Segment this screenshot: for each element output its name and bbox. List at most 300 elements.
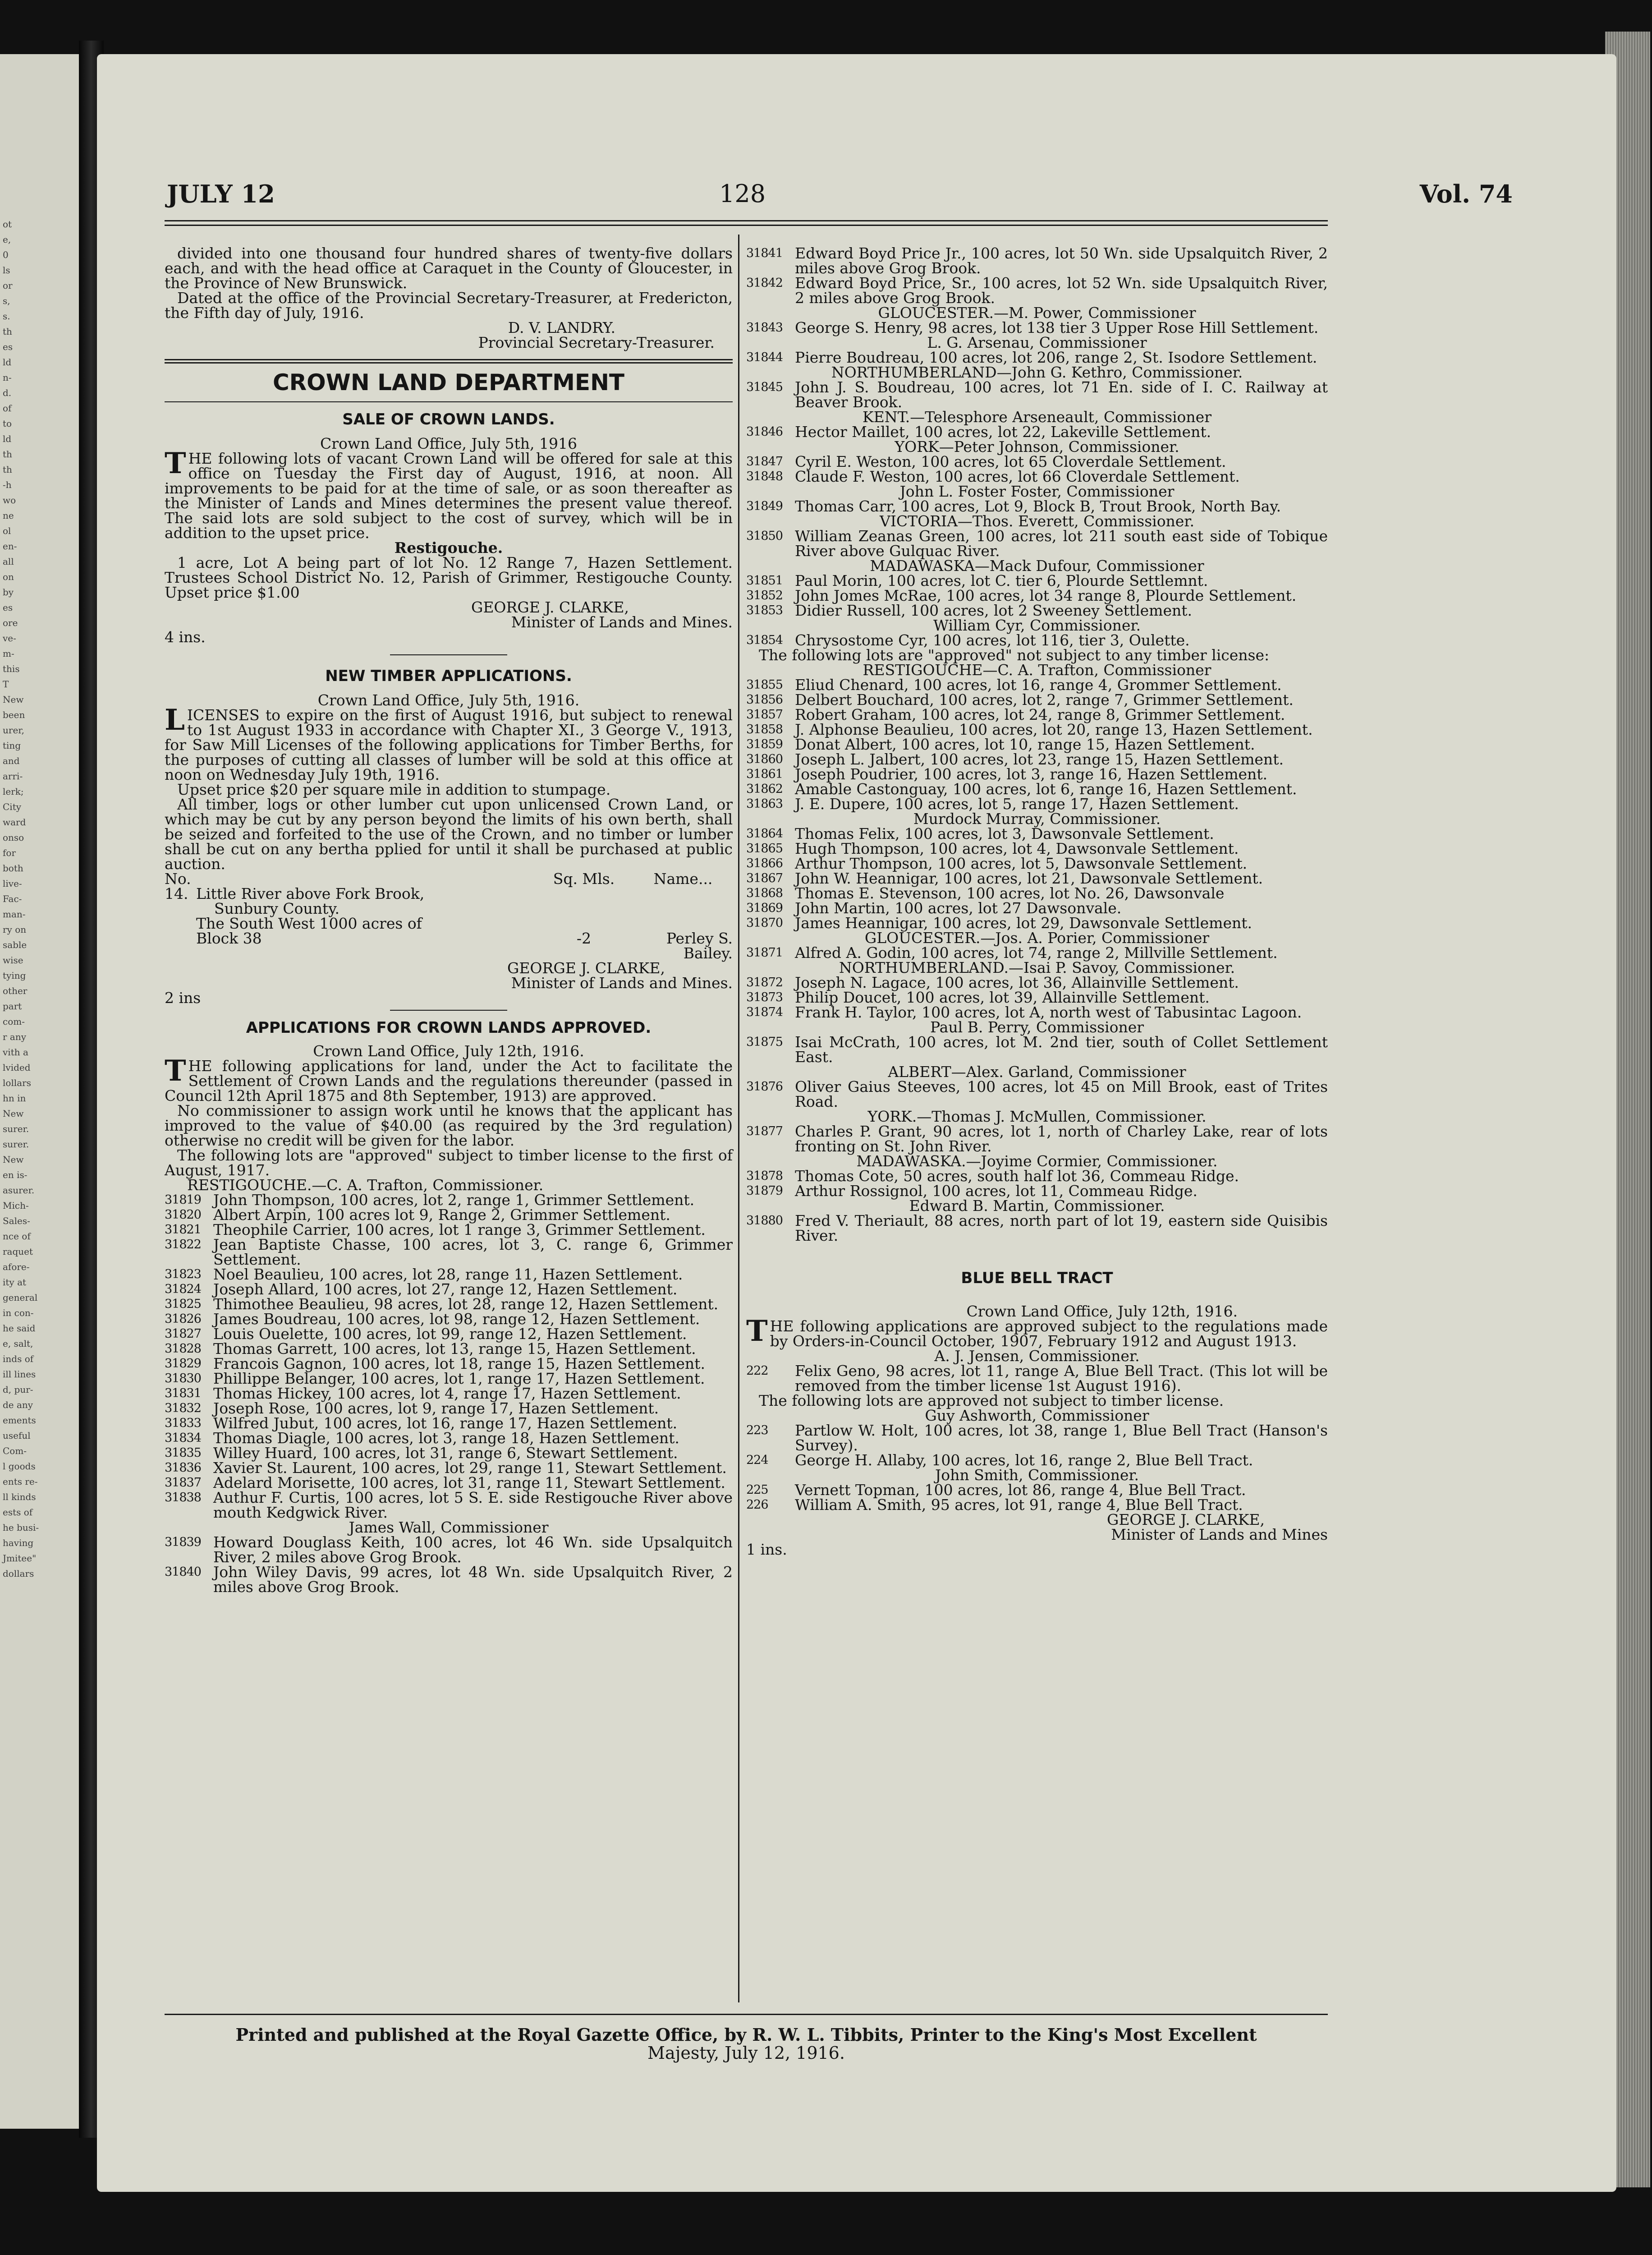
land-entry [746,707,1328,722]
fragment-line: Sales- [3,1215,30,1226]
fragment-line: ity at [3,1277,27,1288]
entry-text: Joseph N. Lagace, 100 acres, lot 36, Allainville Settlement. [795,974,1239,991]
entry-number: 31826 [165,1312,201,1326]
land-entry [746,990,1328,1005]
fragment-line: n- [3,372,12,383]
fragment-line: e, [3,234,11,245]
commissioner-heading: KENT.—Telesphore Arseneault, Commissioner [863,408,1211,426]
land-entry [746,916,1328,930]
land-entry [165,1356,733,1371]
fragment-line: part [3,1001,22,1012]
fragment-line: having [3,1537,34,1548]
fragment-line: by [3,587,14,598]
sale-county: Restigouche. [394,539,503,557]
land-entry [746,588,1328,603]
approved-body-2: No commissioner to assign work until he knows that the applicant has improved to the value of $40.00 (as required by the 3rd regulation) otherwise no credit will be given for the labor. [165,1102,733,1149]
blue-bell-body: THE following applications are approved subject to the regulations made by Orders-in-Council October, 1907, February 1912 and August 1913. [746,1314,1328,1350]
entry-text: Delbert Bouchard, 100 acres, lot 2, range 7, Grimmer Settlement. [795,691,1294,709]
entry-number: 31860 [746,752,783,766]
fragment-line: raquet [3,1246,33,1257]
commissioner-heading: VICTORIA—Thos. Everett, Commissioner. [880,512,1194,530]
entry-number: 31869 [746,901,783,915]
entry-number: 31843 [746,321,783,335]
fragment-line: New [3,1108,24,1119]
entry-number: 31877 [746,1124,783,1138]
entry-text: James Boudreau, 100 acres, lot 98, range 12, Hazen Settlement. [213,1310,700,1328]
land-entry [165,1326,733,1341]
fragment-line: New [3,694,24,705]
entry-number: 31821 [165,1223,201,1237]
fragment-line: ld [3,433,12,444]
entry-number: 31865 [746,842,783,856]
land-entry [746,633,1328,648]
fragment-line: this [3,663,20,674]
land-entry [746,454,1328,469]
land-entry [746,945,1328,960]
fragment-line: other [3,985,28,996]
fragment-line: live- [3,878,22,889]
entry-text: Thomas Hickey, 100 acres, lot 4, range 17, Hazen Settlement. [213,1385,681,1402]
entry-number: 31866 [746,856,783,870]
entry-number: 31825 [165,1297,201,1311]
signature-title: Minister of Lands and Mines. [511,974,733,992]
entry-number: 31836 [165,1461,201,1475]
footer-rule [165,2014,1328,2015]
land-entry [746,886,1328,901]
insertion-note: 2 ins [165,989,201,1007]
entry-text: J. E. Dupere, 100 acres, lot 5, range 17, Hazen Settlement. [795,795,1239,813]
land-entry [165,1565,733,1594]
entry-text: Didier Russell, 100 acres, lot 2 Sweeney Settlement. [795,602,1192,619]
land-entry [165,1312,733,1326]
fragment-line: all [3,556,14,567]
entry-number: 31872 [746,976,783,989]
fragment-line: ements [3,1415,36,1426]
entry-text: George H. Allaby, 100 acres, lot 16, range 2, Blue Bell Tract. [795,1451,1253,1469]
entry-number: 31874 [746,1005,783,1019]
land-entry [746,1213,1328,1243]
land-entry [165,1475,733,1490]
land-entry [746,529,1328,558]
commissioner-heading: MADAWASKA.—Joyime Cormier, Commissioner. [856,1152,1218,1170]
commissioner-heading: GLOUCESTER.—Jos. A. Porier, Commissioner [864,929,1210,947]
entry-text: Theophile Carrier, 100 acres, lot 1 range 3, Grimmer Settlement. [213,1221,706,1238]
entry-text: Amable Castonguay, 100 acres, lot 6, range 16, Hazen Settlement. [795,780,1297,798]
land-entry [746,1124,1328,1154]
entry-number: 31840 [165,1565,201,1579]
entry-number: 31861 [746,767,783,781]
entry-number: 222 [746,1364,768,1378]
land-entry [746,871,1328,886]
fragment-line: sable [3,939,27,950]
left-column [165,246,733,1594]
fragment-line: ward [3,817,26,828]
fragment-line: lerk; [3,786,24,797]
sale-lot: 1 acre, Lot A being part of lot No. 12 Range 7, Hazen Settlement. Trustees School District No. 12, Parish of Grimmer, Restigouche County. Upset price $1.00 [165,554,733,601]
commissioner-heading: A. J. Jensen, Commissioner. [934,1347,1140,1365]
commissioner-heading: John L. Foster Foster, Commissioner [899,483,1175,500]
signature-title: Provincial Secretary-Treasurer. [478,334,715,351]
entry-text: Thomas E. Stevenson, 100 acres, lot No. 26, Dawsonvale [795,884,1225,902]
land-entry [746,1169,1328,1183]
entry-text: Noel Beaulieu, 100 acres, lot 28, range 11, Hazen Settlement. [213,1266,683,1283]
approved-title: APPLICATIONS FOR CROWN LANDS APPROVED. [246,1019,652,1037]
insertion-note: 1 ins. [746,1541,787,1558]
land-entry [746,380,1328,410]
entry-text: Paul Morin, 100 acres, lot C. tier 6, Plourde Settlemnt. [795,572,1208,589]
entry-number: 31824 [165,1282,201,1296]
entry-number: 31879 [746,1184,783,1198]
entry-text: James Heannigar, 100 acres, lot 29, Dawsonvale Settlement. [795,914,1253,932]
adjacent-page-text [3,216,75,1581]
commissioner-heading: Guy Ashworth, Commissioner [925,1407,1149,1424]
fragment-line: urer, [3,725,24,736]
fragment-line: ot [3,219,12,230]
short-rule [390,654,507,655]
land-entry [746,722,1328,737]
entry-text: Partlow W. Holt, 100 acres, lot 38, range 1, Blue Bell Tract (Hanson's Survey). [795,1422,1328,1454]
fragment-line: th [3,326,12,337]
timber-table [165,871,733,961]
volume-number: Vol. 74 [1419,179,1513,208]
fragment-line: man- [3,909,26,920]
entry-text: Alfred A. Godin, 100 acres, lot 74, range 2, Millville Settlement. [795,944,1278,962]
entry-number: 31880 [746,1214,783,1228]
land-entry [746,1363,1328,1393]
fragment-line: e, salt, [3,1338,33,1349]
land-entry [746,1453,1328,1468]
timber-title: NEW TIMBER APPLICATIONS. [325,667,572,685]
fragment-line: r any [3,1031,27,1042]
fragment-line: es [3,341,13,352]
land-entry [165,1535,733,1565]
fragment-line: s. [3,311,10,322]
entry-text: Fred V. Theriault, 88 acres, north part of lot 19, eastern side Quisibis River. [795,1212,1328,1244]
entry-number: 31833 [165,1416,201,1430]
entry-text: Hugh Thompson, 100 acres, lot 4, Dawsonvale Settlement. [795,840,1239,857]
entry-text: Oliver Gaius Steeves, 100 acres, lot 45 on Mill Brook, east of Trites Road. [795,1078,1328,1110]
land-entry [165,1267,733,1282]
fragment-line: th [3,464,12,475]
entry-number: 31831 [165,1386,201,1400]
blue-bell-title: BLUE BELL TRACT [961,1269,1113,1287]
entry-number: 31838 [165,1491,201,1505]
section-rule-2 [165,362,733,364]
land-entry [165,1371,733,1386]
commissioner-heading: Edward B. Martin, Commissioner. [909,1197,1165,1215]
entry-text: Claude F. Weston, 100 acres, lot 66 Cloverdale Settlement. [795,468,1240,485]
signature-name: GEORGE J. CLARKE, [1106,1511,1265,1528]
entry-number: 31823 [165,1267,201,1281]
fragment-line: ve- [3,633,16,644]
fragment-line: to [3,418,12,429]
fragment-line: and [3,755,20,766]
fragment-line: ll kinds [3,1491,36,1502]
entry-text: Louis Ouelette, 100 acres, lot 99, range 12, Hazen Settlement. [213,1325,687,1343]
entry-number: 31855 [746,678,783,692]
fragment-line: afore- [3,1261,30,1272]
entry-number: 31842 [746,276,783,290]
title-rule [165,401,733,402]
gazette-page [97,54,1616,2192]
section-rule [165,359,733,360]
entry-text: John Jomes McRae, 100 acres, lot 34 range 8, Plourde Settlement. [795,587,1297,604]
entry-number: 224 [746,1453,768,1467]
land-entry [746,276,1328,305]
entry-number: 226 [746,1498,768,1512]
land-entry [746,424,1328,439]
entry-text: Willey Huard, 100 acres, lot 31, range 6, Stewart Settlement. [213,1444,678,1462]
commissioner-heading: MADAWASKA—Mack Dufour, Commissioner [870,557,1204,575]
header-rule-2 [165,225,1328,226]
land-entry [746,752,1328,767]
entry-number: 223 [746,1423,768,1437]
fragment-line: asurer. [3,1185,35,1196]
entry-text: Arthur Rossignol, 100 acres, lot 11, Commeau Ridge. [795,1182,1198,1200]
entry-text: Vernett Topman, 100 acres, lot 86, range 4, Blue Bell Tract. [795,1481,1246,1499]
entry-number: 31876 [746,1080,783,1094]
land-entry [165,1445,733,1460]
entry-number: 31837 [165,1476,201,1490]
entry-text: William A. Smith, 95 acres, lot 91, range 4, Blue Bell Tract. [795,1496,1243,1514]
entry-number: 31867 [746,871,783,885]
entry-text: Philip Doucet, 100 acres, lot 39, Allainville Settlement. [795,989,1210,1006]
entry-text: Chrysostome Cyr, 100 acres, lot 116, tier 3, Oulette. [795,631,1190,649]
entry-text: Frank H. Taylor, 100 acres, lot A, north west of Tabusintac Lagoon. [795,1003,1302,1021]
fragment-line: d, pur- [3,1384,33,1395]
fragment-line: general [3,1292,38,1303]
signature-name: GEORGE J. CLARKE, [507,959,665,977]
fragment-line: en is- [3,1169,28,1180]
entry-number: 31854 [746,633,783,647]
land-entry [746,246,1328,276]
entry-number: 31856 [746,693,783,707]
imprint-line-2: Majesty, July 12, 1916. [647,2043,845,2063]
fragment-line: en- [3,541,17,552]
timber-desc-2: Sunbury County. [214,900,340,917]
entry-number: 31822 [165,1238,201,1252]
fragment-line: tying [3,970,26,981]
fragment-line: ting [3,740,21,751]
fragment-line: ents re- [3,1476,38,1487]
sale-body: THE following lots of vacant Crown Land will be offered for sale at this office on Tuesday the First day of August, 1916, at noon. All improvements to be paid for at the time of sale, or as soon thereafter as the Minister of Lands and Mines determines the present value thereof. The said lots are sold subject to the cost of survey, which will be in addition to the upset price. [165,446,733,542]
fragment-line: l goods [3,1461,36,1472]
entry-number: 31828 [165,1342,201,1356]
entry-text: Joseph Poudrier, 100 acres, lot 3, range 16, Hazen Settlement. [795,765,1268,783]
land-entry [746,826,1328,841]
timber-desc-1: Little River above Fork Brook, [196,885,425,902]
right-column [746,246,1328,1557]
fragment-line: onso [3,832,24,843]
entry-number: 31857 [746,708,783,722]
entry-number: 31875 [746,1035,783,1049]
land-entry [746,350,1328,365]
fragment-line: inds of [3,1353,34,1364]
entry-text: William Zeanas Green, 100 acres, lot 211 south east side of Tobique River above Gulquac River. [795,527,1328,560]
notice-paragraph: The following lots are approved not subject to timber license. [759,1392,1224,1409]
entry-text: Xavier St. Laurent, 100 acres, lot 29, range 11, Stewart Settlement. [213,1459,727,1477]
fragment-line: wise [3,955,23,966]
printer-imprint [165,2026,1328,2062]
commissioner-heading: Murdock Murray, Commissioner. [913,810,1161,828]
commissioner-heading: YORK—Peter Johnson, Commissioner. [895,438,1179,456]
entry-text: Howard Douglass Keith, 100 acres, lot 46 Wn. side Upsalquitch River, 2 miles above Grog Brook. [213,1533,733,1566]
entry-text: Francois Gagnon, 100 acres, lot 18, range 15, Hazen Settlement. [213,1355,705,1372]
fragment-line: ill lines [3,1369,36,1380]
entry-text: Joseph Rose, 100 acres, lot 9, range 17, Hazen Settlement. [213,1399,659,1417]
right-entry-list [746,246,1328,1243]
commissioner-heading: NORTHUMBERLAND—John G. Kethro, Commissioner. [831,364,1243,381]
fragment-line: New [3,1154,24,1165]
fragment-line: de any [3,1399,33,1410]
blue-bell-entry-list [746,1348,1328,1512]
fragment-line: or [3,280,13,291]
entry-text: Jean Baptiste Chasse, 100 acres, lot 3, C. range 6, Grimmer Settlement. [213,1236,733,1268]
land-entry [746,677,1328,692]
entry-number: 31839 [165,1535,201,1549]
col-no: No. [165,870,191,888]
fragment-line: 0 [3,249,9,260]
fragment-line: ests of [3,1507,33,1518]
entry-number: 31830 [165,1371,201,1385]
land-entry [746,573,1328,588]
land-entry [746,796,1328,811]
notice-paragraph: The following lots are "approved" not subject to any timber license: [759,646,1270,664]
entry-number: 31844 [746,350,783,364]
entry-text: Pierre Boudreau, 100 acres, lot 206, range 2, St. Isodore Settlement. [795,349,1317,366]
fragment-line: ne [3,510,14,521]
entry-number: 31863 [746,797,783,811]
entry-text: Phillippe Belanger, 100 acres, lot 1, range 17, Hazen Settlement. [213,1370,705,1387]
entry-number: 31851 [746,574,783,588]
sale-title: SALE OF CROWN LANDS. [342,410,555,428]
land-entry [165,1431,733,1445]
approved-dateline: Crown Land Office, July 12th, 1916. [313,1042,584,1060]
entry-text: Thomas Felix, 100 acres, lot 3, Dawsonvale Settlement. [795,825,1214,842]
fragment-line: he busi- [3,1522,39,1533]
entry-text: George S. Henry, 98 acres, lot 138 tier 3 Upper Rose Hill Settlement. [795,319,1319,336]
entry-number: 31878 [746,1169,783,1183]
entry-text: Thomas Diagle, 100 acres, lot 3, range 18, Hazen Settlement. [213,1429,679,1447]
approved-body-3: The following lots are "approved" subject to timber license to the first of August, 1917. [165,1146,733,1179]
entry-text: Joseph Allard, 100 acres, lot 27, range 12, Hazen Settlement. [213,1280,678,1298]
land-entry [746,1183,1328,1198]
land-entry [165,1401,733,1416]
adjacent-page-fragment [0,54,79,2129]
entry-number: 31868 [746,886,783,900]
entry-text: Charles P. Grant, 90 acres, lot 1, north of Charley Lake, rear of lots fronting on St. John River. [795,1123,1328,1155]
land-entry [746,1423,1328,1453]
col-name: Name... [653,870,713,888]
fragment-line: wo [3,495,16,506]
fragment-line: com- [3,1016,25,1027]
commissioner-heading: Paul B. Perry, Commissioner [930,1018,1144,1036]
fragment-line: dollars [3,1568,34,1579]
commissioner-heading: GLOUCESTER.—M. Power, Commissioner [878,304,1196,322]
land-entry [165,1297,733,1312]
entry-number: 31848 [746,469,783,483]
fragment-line: m- [3,648,14,659]
signature-title: Minister of Lands and Mines. [511,613,733,631]
timber-dateline: Crown Land Office, July 5th, 1916. [317,691,580,709]
fragment-line: surer. [3,1123,29,1134]
entry-number: 31853 [746,603,783,617]
fragment-line: he said [3,1323,36,1334]
land-entry [746,1482,1328,1497]
signature-name: D. V. LANDRY. [508,319,615,336]
land-entry [165,1282,733,1297]
department-title: CROWN LAND DEPARTMENT [272,369,625,396]
entry-text: Hector Maillet, 100 acres, lot 22, Lakeville Settlement. [795,423,1211,441]
land-entry [746,975,1328,990]
fragment-line: for [3,847,16,858]
entry-text: John Thompson, 100 acres, lot 2, range 1, Grimmer Settlement. [213,1191,695,1209]
fragment-line: been [3,709,25,720]
land-entry [165,1341,733,1356]
commissioner-heading: NORTHUMBERLAND.—Isai P. Savoy, Commissioner. [839,959,1235,976]
entry-number: 31819 [165,1193,201,1207]
land-entry [746,469,1328,484]
fragment-line: d. [3,387,12,398]
commissioner-heading: L. G. Arsenau, Commissioner [927,334,1147,351]
dated-line: Dated at the office of the Provincial Secretary-Treasurer, at Fredericton, the Fifth day of July, 1916. [165,289,733,322]
blue-bell-dateline: Crown Land Office, July 12th, 1916. [966,1302,1238,1320]
commissioner-heading: James Wall, Commissioner [349,1519,549,1536]
entry-text: Isai McCrath, 100 acres, lot M. 2nd tier, south of Collet Settlement East. [795,1033,1328,1066]
land-entry [165,1460,733,1475]
fragment-line: surer. [3,1139,29,1150]
entry-number: 31820 [165,1208,201,1222]
entry-text: Donat Albert, 100 acres, lot 10, range 15, Hazen Settlement. [795,736,1255,753]
entry-text: Edward Boyd Price, Sr., 100 acres, lot 52 Wn. side Upsalquitch River, 2 miles above Grog Brook. [795,274,1328,307]
fragment-line: nce of [3,1231,31,1242]
commissioner-heading: YORK.—Thomas J. McMullen, Commissioner. [867,1108,1207,1125]
land-entry [165,1237,733,1267]
land-entry [165,1207,733,1222]
entry-text: John Wiley Davis, 99 acres, lot 48 Wn. side Upsalquitch River, 2 miles above Grog Brook. [213,1563,733,1596]
fragment-line: of [3,403,12,414]
entry-number: 31862 [746,782,783,796]
fragment-line: on [3,571,14,582]
entry-text: Thomas Carr, 100 acres, Lot 9, Block B, Trout Brook, North Bay. [795,497,1281,515]
company-intro: divided into one thousand four hundred shares of twenty-five dollars each, and with the head office at Caraquet in the County of Gloucester, in the Province of New Brunswick. [165,244,733,292]
entry-text: Felix Geno, 98 acres, lot 11, range A, Blue Bell Tract. (This lot will be removed from the timber license 1st August 1916). [795,1362,1328,1394]
entry-number: 31834 [165,1431,201,1445]
land-entry [165,1192,733,1207]
fragment-line: ld [3,357,12,368]
fragment-line: th [3,449,12,460]
commissioner-heading: RESTIGOUCHE—C. A. Trafton, Commissioner [863,661,1211,679]
entry-number: 31852 [746,589,783,603]
entry-text: Arthur Thompson, 100 acres, lot 5, Dawsonvale Settlement. [795,855,1248,872]
entry-number: 31864 [746,827,783,841]
entry-text: John Martin, 100 acres, lot 27 Dawsonvale. [795,899,1122,917]
fragment-line: Com- [3,1445,27,1456]
insertion-note: 4 ins. [165,628,206,646]
entry-text: Thimothee Beaulieu, 98 acres, lot 28, range 12, Hazen Settlement. [213,1295,719,1313]
fragment-line: in con- [3,1307,34,1318]
timber-name: Perley S. Bailey. [666,930,733,962]
fragment-line: hn in [3,1093,26,1104]
land-entry [746,737,1328,752]
land-entry [165,1416,733,1431]
header-rule [165,220,1328,221]
land-entry [746,320,1328,335]
entry-number: 31858 [746,723,783,736]
fragment-line: ol [3,525,11,536]
fragment-line: Jmitee" [3,1553,37,1564]
fragment-line: ls [3,265,10,276]
